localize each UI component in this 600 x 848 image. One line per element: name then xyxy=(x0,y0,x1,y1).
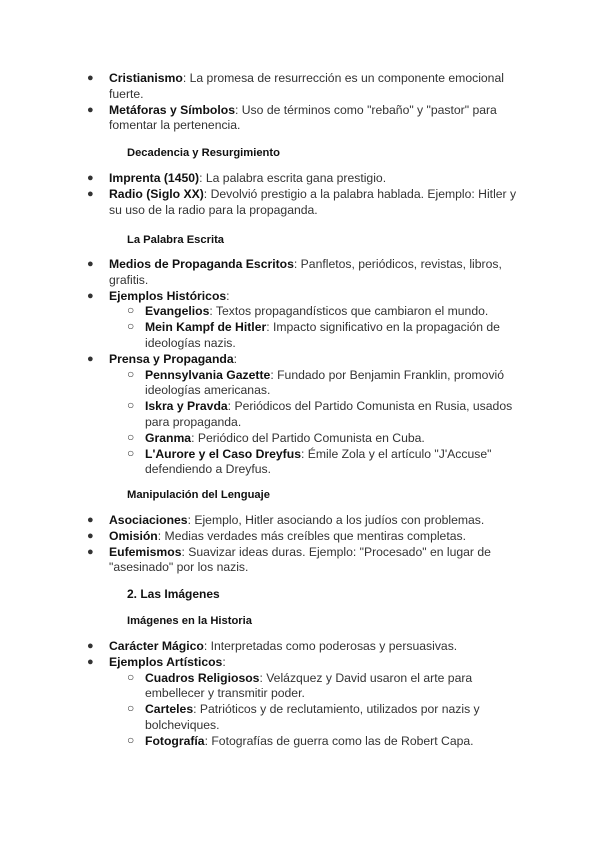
item-text: : Velázquez y David usaron el arte para embellecer y transmitir poder. xyxy=(145,670,473,701)
item-text: : Fundado por Benjamin Franklin, promovió ideologías americanas. xyxy=(145,367,505,398)
item-term: Mein Kampf de Hitler xyxy=(145,320,267,335)
bullet-icon: ● xyxy=(87,72,94,84)
bullet-icon: ● xyxy=(87,529,94,542)
circle-bullet-icon: ○ xyxy=(127,398,135,413)
decadencia-list xyxy=(0,171,600,218)
heading-decadencia: Decadencia y Resurgimiento xyxy=(127,147,280,159)
bullet-icon: ● xyxy=(87,545,94,558)
list-item xyxy=(0,545,600,577)
bullet-icon: ● xyxy=(87,103,94,116)
item-text: : xyxy=(226,288,230,303)
list-item xyxy=(0,639,600,655)
item-term: Granma xyxy=(145,430,192,445)
bullet-icon: ● xyxy=(87,258,94,270)
item-term: Carteles xyxy=(145,702,194,717)
item-text: : xyxy=(222,654,226,669)
item-term: Imprenta (1450) xyxy=(109,171,200,185)
circle-bullet-icon: ○ xyxy=(127,429,135,444)
item-text: : Periódicos del Partido Comunista en Rusia, usados para propaganda. xyxy=(145,399,513,429)
sub-list-item xyxy=(0,320,600,352)
item-text: : Devolvió prestigio a la palabra hablada. Ejemplo: Hitler y su uso de la radio para la propaganda. xyxy=(109,186,517,217)
item-text: : La palabra escrita gana prestigio. xyxy=(199,171,387,185)
heading-imagenes-historia: Imágenes en la Historia xyxy=(127,615,252,627)
item-text: : Uso de términos como "rebaño" y "pastor" para fomentar la pertenencia. xyxy=(109,102,497,133)
sub-list-item xyxy=(0,734,600,750)
bullet-icon: ● xyxy=(87,640,94,652)
bullet-icon: ● xyxy=(87,187,94,200)
circle-bullet-icon: ○ xyxy=(127,445,135,460)
manipulacion-list xyxy=(0,513,600,576)
circle-bullet-icon: ○ xyxy=(127,366,135,381)
bullet-icon: ● xyxy=(87,514,94,526)
item-text: : Interpretadas como poderosas y persuasivas. xyxy=(203,639,458,653)
list-item xyxy=(0,171,600,187)
imagenes-list xyxy=(0,639,600,750)
item-term: L'Aurore y el Caso Dreyfus xyxy=(145,446,301,461)
item-term: Iskra y Pravda xyxy=(145,399,228,414)
item-text: : Fotografías de guerra como las de Robert Capa. xyxy=(204,733,474,748)
item-term: Ejemplos Históricos xyxy=(109,288,227,303)
bullet-icon: ● xyxy=(87,655,94,668)
item-text: : Suavizar ideas duras. Ejemplo: "Procesado" en lugar de "asesinado" por los nazis. xyxy=(109,544,491,575)
item-text: : La promesa de resurrección es un componente emocional fuerte. xyxy=(109,71,504,101)
item-term: Medios de Propaganda Escritos xyxy=(109,257,294,271)
sub-list-item xyxy=(0,431,600,447)
circle-bullet-icon: ○ xyxy=(127,319,135,334)
list-item xyxy=(0,289,600,305)
item-text: : Medias verdades más creíbles que mentiras completas. xyxy=(157,528,466,543)
section-heading-imagenes: 2. Las Imágenes xyxy=(127,587,220,601)
circle-bullet-icon: ○ xyxy=(127,669,135,684)
list-item xyxy=(0,352,600,368)
list-item xyxy=(0,187,600,219)
list-item xyxy=(0,513,600,529)
sub-list-item xyxy=(0,702,600,734)
item-term: Omisión xyxy=(109,528,158,543)
item-term: Cristianismo xyxy=(109,71,183,85)
item-text: : Patrióticos y de reclutamiento, utilizados por nazis y bolcheviques. xyxy=(145,702,480,732)
item-term: Eufemismos xyxy=(109,544,182,559)
sub-list-item xyxy=(0,368,600,400)
item-term: Fotografía xyxy=(145,733,205,748)
palabra-list xyxy=(0,257,600,478)
item-text: : Panfletos, periódicos, revistas, libros, grafitis. xyxy=(109,257,502,287)
list-item xyxy=(0,257,600,289)
item-term: Metáforas y Símbolos xyxy=(109,102,235,117)
item-term: Carácter Mágico xyxy=(109,639,204,653)
bullet-icon: ● xyxy=(87,289,94,302)
sub-list-item xyxy=(0,304,600,320)
item-term: Prensa y Propaganda xyxy=(109,351,234,366)
item-term: Ejemplos Artísticos xyxy=(109,654,223,669)
item-text: : Ejemplo, Hitler asociando a los judíos con problemas. xyxy=(187,513,485,527)
sub-list-item xyxy=(0,671,600,703)
sub-list-item xyxy=(0,399,600,431)
intro-list xyxy=(0,71,600,134)
item-text: : Periódico del Partido Comunista en Cuba. xyxy=(191,430,425,445)
bullet-icon: ● xyxy=(87,172,94,184)
item-term: Cuadros Religiosos xyxy=(145,670,260,685)
heading-manipulacion: Manipulación del Lenguaje xyxy=(127,489,270,501)
list-item xyxy=(0,655,600,671)
circle-bullet-icon: ○ xyxy=(127,701,135,716)
item-term: Evangelios xyxy=(145,304,210,319)
item-term: Asociaciones xyxy=(109,513,188,527)
bullet-icon: ● xyxy=(87,352,94,365)
item-text: : Textos propagandísticos que cambiaron el mundo. xyxy=(209,304,489,319)
circle-bullet-icon: ○ xyxy=(127,303,135,318)
item-term: Radio (Siglo XX) xyxy=(109,186,204,201)
item-term: Pennsylvania Gazette xyxy=(145,367,271,382)
list-item xyxy=(0,71,600,103)
list-item xyxy=(0,103,600,135)
list-item xyxy=(0,529,600,545)
item-text: : Émile Zola y el artículo "J'Accuse" defendiendo a Dreyfus. xyxy=(145,446,492,477)
heading-palabra-escrita: La Palabra Escrita xyxy=(127,234,225,246)
sub-list-item xyxy=(0,447,600,479)
circle-bullet-icon: ○ xyxy=(127,732,135,747)
item-text: : Impacto significativo en la propagación de ideologías nazis. xyxy=(145,320,500,350)
item-text: : xyxy=(233,351,238,366)
